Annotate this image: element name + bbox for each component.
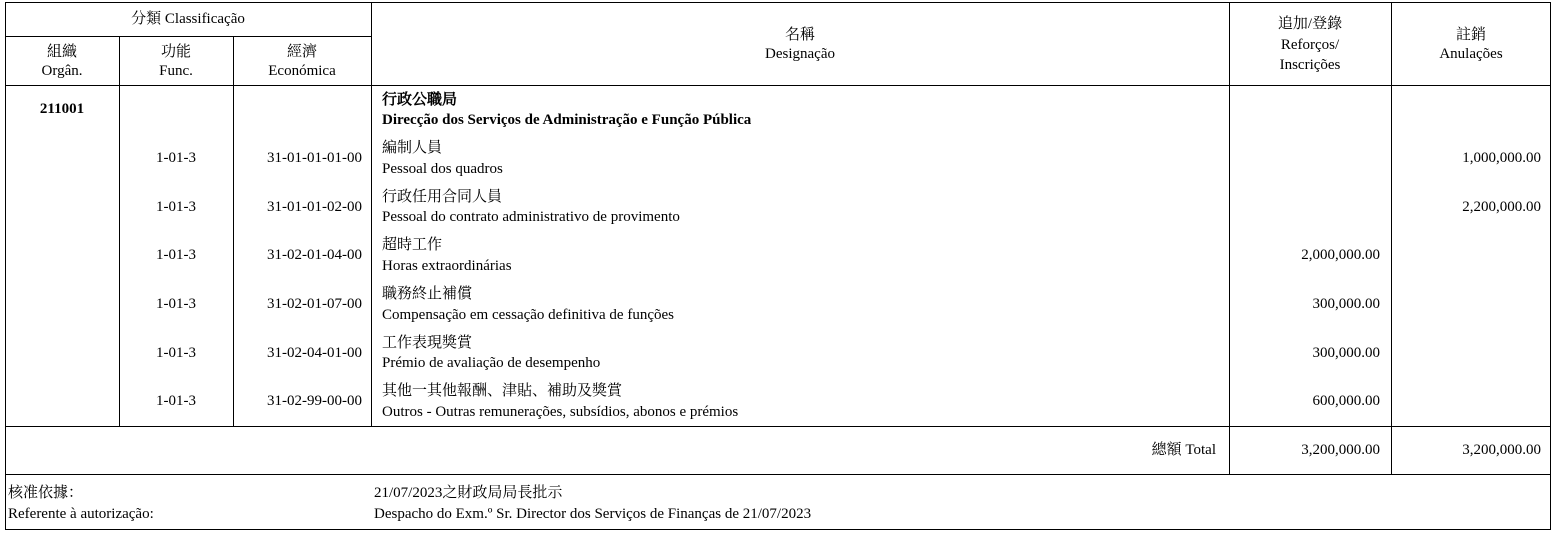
header-classification: 分類 Classificação bbox=[131, 11, 245, 27]
row-econ: 31-01-01-02-00 bbox=[267, 199, 362, 215]
row-name-zh: 行政任用合同人員 bbox=[382, 189, 503, 205]
row-name-pt: Outros - Outras remunerações, subsídios, abonos e prémios bbox=[382, 404, 739, 420]
header-func-pt: Func. bbox=[159, 63, 193, 79]
row-name-pt: Pessoal do contrato administrativo de provimento bbox=[382, 209, 680, 225]
header-cancel-zh: 註銷 bbox=[1455, 27, 1486, 43]
row-econ: 31-01-01-01-00 bbox=[267, 150, 362, 166]
header-reinforce-pt1: Reforços/ bbox=[1280, 37, 1340, 53]
rule-header-bottom bbox=[5, 85, 1551, 86]
row-reinforce: 300,000.00 bbox=[1312, 345, 1380, 361]
rule-col-econ bbox=[371, 2, 372, 427]
row-reinforce: 300,000.00 bbox=[1312, 296, 1380, 312]
header-func-zh: 功能 bbox=[160, 44, 191, 60]
row-cancel: 1,000,000.00 bbox=[1462, 150, 1541, 166]
row-name-zh: 職務終止補償 bbox=[382, 286, 473, 302]
footer-text-zh: 21/07/2023之財政局局長批示 bbox=[374, 485, 563, 501]
organ-code: 211001 bbox=[39, 101, 85, 117]
header-organ-zh: 組織 bbox=[46, 44, 77, 60]
row-name-pt: Pessoal dos quadros bbox=[382, 161, 503, 177]
rule-col-reinforce bbox=[1391, 2, 1392, 475]
header-organ-pt: Orgân. bbox=[41, 63, 83, 79]
row-func: 1-01-3 bbox=[156, 296, 196, 312]
organ-name-pt: Direcção dos Serviços de Administração e Função Pública bbox=[382, 112, 752, 128]
total-label: 總額 Total bbox=[1151, 442, 1216, 458]
footer-text-pt: Despacho do Exm.º Sr. Director dos Serviços de Finanças de 21/07/2023 bbox=[374, 506, 812, 522]
row-econ: 31-02-04-01-00 bbox=[267, 345, 362, 361]
header-designation-pt: Designação bbox=[765, 46, 835, 62]
row-func: 1-01-3 bbox=[156, 150, 196, 166]
row-name-pt: Horas extraordinárias bbox=[382, 258, 512, 274]
header-cancel-pt: Anulações bbox=[1439, 46, 1503, 62]
row-cancel: 2,200,000.00 bbox=[1462, 199, 1541, 215]
rule-classification-sub bbox=[5, 36, 371, 37]
header-reinforce-pt2: Inscrições bbox=[1279, 57, 1341, 73]
footer-label-pt: Referente à autorização: bbox=[8, 506, 154, 522]
row-func: 1-01-3 bbox=[156, 247, 196, 263]
row-name-zh: 超時工作 bbox=[382, 237, 443, 253]
total-reinforce: 3,200,000.00 bbox=[1301, 442, 1380, 458]
rule-body-bottom bbox=[5, 426, 1551, 427]
footer-label-zh: 核准依據： bbox=[8, 485, 84, 501]
header-designation-zh: 名稱 bbox=[784, 27, 815, 43]
rule-col-func bbox=[233, 36, 234, 427]
total-cancel: 3,200,000.00 bbox=[1462, 442, 1541, 458]
header-econ-pt: Económica bbox=[268, 63, 336, 79]
row-func: 1-01-3 bbox=[156, 345, 196, 361]
row-name-zh: 其他一其他報酬、津貼、補助及獎賞 bbox=[382, 383, 623, 399]
organ-name-zh: 行政公職局 bbox=[382, 92, 458, 108]
rule-col-organ bbox=[119, 36, 120, 427]
row-name-zh: 工作表現獎賞 bbox=[382, 335, 473, 351]
row-reinforce: 600,000.00 bbox=[1312, 393, 1380, 409]
row-name-zh: 編制人員 bbox=[382, 140, 443, 156]
row-name-pt: Prémio de avaliação de desempenho bbox=[382, 355, 601, 371]
row-econ: 31-02-01-04-00 bbox=[267, 247, 362, 263]
row-reinforce: 2,000,000.00 bbox=[1301, 247, 1380, 263]
rule-total-bottom bbox=[5, 474, 1551, 475]
row-name-pt: Compensação em cessação definitiva de funções bbox=[382, 307, 674, 323]
row-econ: 31-02-99-00-00 bbox=[267, 393, 362, 409]
row-func: 1-01-3 bbox=[156, 199, 196, 215]
row-func: 1-01-3 bbox=[156, 393, 196, 409]
row-econ: 31-02-01-07-00 bbox=[267, 296, 362, 312]
header-reinforce-zh: 追加/登錄 bbox=[1277, 16, 1343, 32]
header-econ-zh: 經濟 bbox=[286, 44, 317, 60]
